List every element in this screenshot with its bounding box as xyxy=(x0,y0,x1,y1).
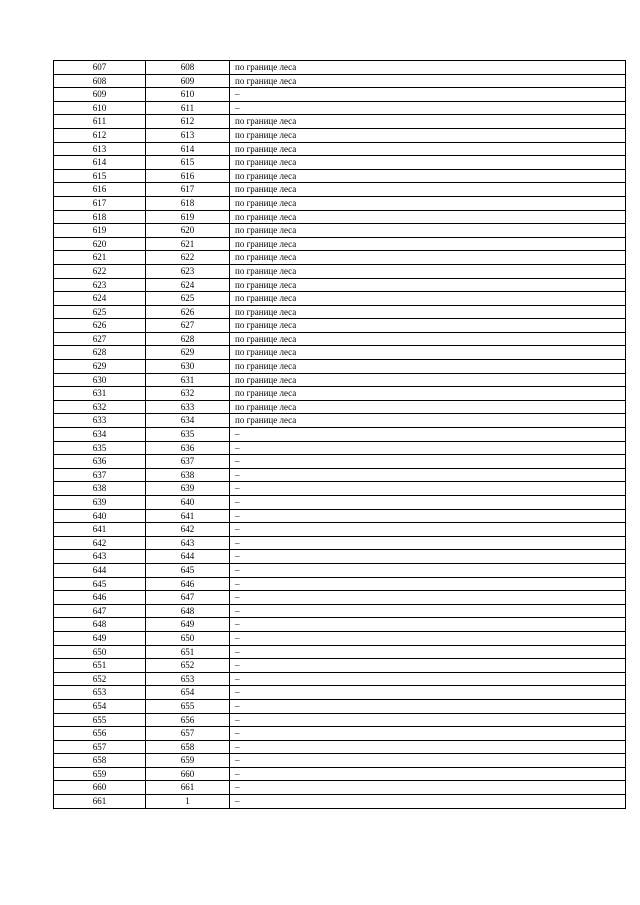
point-to-cell: 655 xyxy=(146,699,230,713)
point-to-cell: 638 xyxy=(146,468,230,482)
point-to-cell: 657 xyxy=(146,727,230,741)
table-row xyxy=(54,292,626,306)
point-to-cell: 637 xyxy=(146,455,230,469)
table-row xyxy=(54,61,626,75)
point-from-cell: 607 xyxy=(54,61,146,75)
description-cell: – xyxy=(230,754,626,768)
point-from-cell: 656 xyxy=(54,727,146,741)
description-cell: по границе леса xyxy=(230,224,626,238)
table-row xyxy=(54,536,626,550)
point-from-cell: 634 xyxy=(54,428,146,442)
point-from-cell: 613 xyxy=(54,142,146,156)
table-row xyxy=(54,591,626,605)
point-from-cell: 654 xyxy=(54,699,146,713)
point-from-cell: 633 xyxy=(54,414,146,428)
point-from-cell: 632 xyxy=(54,400,146,414)
description-cell: по границе леса xyxy=(230,373,626,387)
point-to-cell: 632 xyxy=(146,387,230,401)
description-cell: по границе леса xyxy=(230,346,626,360)
description-cell: по границе леса xyxy=(230,169,626,183)
description-cell: – xyxy=(230,781,626,795)
description-cell: – xyxy=(230,88,626,102)
table-row xyxy=(54,727,626,741)
description-cell: по границе леса xyxy=(230,332,626,346)
description-cell: по границе леса xyxy=(230,115,626,129)
table-row xyxy=(54,523,626,537)
description-cell: по границе леса xyxy=(230,414,626,428)
point-from-cell: 614 xyxy=(54,156,146,170)
description-cell: – xyxy=(230,509,626,523)
description-cell: по границе леса xyxy=(230,156,626,170)
point-from-cell: 630 xyxy=(54,373,146,387)
point-from-cell: 615 xyxy=(54,169,146,183)
point-to-cell: 656 xyxy=(146,713,230,727)
table-row xyxy=(54,373,626,387)
table-row xyxy=(54,781,626,795)
table-row xyxy=(54,332,626,346)
point-from-cell: 651 xyxy=(54,659,146,673)
point-to-cell: 619 xyxy=(146,210,230,224)
description-cell: – xyxy=(230,713,626,727)
description-cell: – xyxy=(230,455,626,469)
description-cell: – xyxy=(230,727,626,741)
point-from-cell: 659 xyxy=(54,767,146,781)
point-from-cell: 639 xyxy=(54,496,146,510)
table-body xyxy=(54,61,626,809)
table-row xyxy=(54,251,626,265)
description-cell: – xyxy=(230,563,626,577)
description-cell: – xyxy=(230,740,626,754)
point-to-cell: 621 xyxy=(146,237,230,251)
description-cell: по границе леса xyxy=(230,360,626,374)
table-row xyxy=(54,455,626,469)
point-from-cell: 635 xyxy=(54,441,146,455)
description-cell: по границе леса xyxy=(230,128,626,142)
description-cell: по границе леса xyxy=(230,142,626,156)
point-to-cell: 630 xyxy=(146,360,230,374)
table-row xyxy=(54,414,626,428)
point-from-cell: 645 xyxy=(54,577,146,591)
description-cell: – xyxy=(230,767,626,781)
point-to-cell: 608 xyxy=(146,61,230,75)
point-from-cell: 660 xyxy=(54,781,146,795)
description-cell: – xyxy=(230,591,626,605)
description-cell: – xyxy=(230,536,626,550)
point-from-cell: 618 xyxy=(54,210,146,224)
table-row xyxy=(54,428,626,442)
description-cell: по границе леса xyxy=(230,196,626,210)
point-to-cell: 646 xyxy=(146,577,230,591)
boundary-points-table xyxy=(53,60,626,809)
table-row xyxy=(54,346,626,360)
point-to-cell: 640 xyxy=(146,496,230,510)
point-from-cell: 631 xyxy=(54,387,146,401)
point-from-cell: 647 xyxy=(54,604,146,618)
description-cell: по границе леса xyxy=(230,183,626,197)
table-row xyxy=(54,264,626,278)
point-to-cell: 654 xyxy=(146,686,230,700)
point-to-cell: 626 xyxy=(146,305,230,319)
description-cell: – xyxy=(230,699,626,713)
description-cell: по границе леса xyxy=(230,264,626,278)
description-cell: – xyxy=(230,482,626,496)
point-from-cell: 658 xyxy=(54,754,146,768)
point-to-cell: 618 xyxy=(146,196,230,210)
table-row xyxy=(54,115,626,129)
point-from-cell: 637 xyxy=(54,468,146,482)
point-to-cell: 639 xyxy=(146,482,230,496)
point-to-cell: 650 xyxy=(146,631,230,645)
point-to-cell: 627 xyxy=(146,319,230,333)
description-cell: по границе леса xyxy=(230,237,626,251)
description-cell: – xyxy=(230,645,626,659)
point-to-cell: 634 xyxy=(146,414,230,428)
point-from-cell: 649 xyxy=(54,631,146,645)
point-to-cell: 641 xyxy=(146,509,230,523)
point-to-cell: 661 xyxy=(146,781,230,795)
table-row xyxy=(54,387,626,401)
point-from-cell: 650 xyxy=(54,645,146,659)
point-from-cell: 655 xyxy=(54,713,146,727)
point-to-cell: 629 xyxy=(146,346,230,360)
point-to-cell: 649 xyxy=(146,618,230,632)
table-row xyxy=(54,88,626,102)
point-from-cell: 616 xyxy=(54,183,146,197)
description-cell: по границе леса xyxy=(230,400,626,414)
description-cell: по границе леса xyxy=(230,305,626,319)
table-row xyxy=(54,237,626,251)
description-cell: – xyxy=(230,604,626,618)
point-from-cell: 619 xyxy=(54,224,146,238)
point-to-cell: 659 xyxy=(146,754,230,768)
point-from-cell: 611 xyxy=(54,115,146,129)
point-to-cell: 635 xyxy=(146,428,230,442)
point-to-cell: 615 xyxy=(146,156,230,170)
point-from-cell: 653 xyxy=(54,686,146,700)
point-to-cell: 616 xyxy=(146,169,230,183)
point-to-cell: 653 xyxy=(146,672,230,686)
point-to-cell: 643 xyxy=(146,536,230,550)
table-row xyxy=(54,604,626,618)
description-cell: по границе леса xyxy=(230,61,626,75)
point-to-cell: 625 xyxy=(146,292,230,306)
point-from-cell: 627 xyxy=(54,332,146,346)
table-row xyxy=(54,795,626,809)
point-to-cell: 617 xyxy=(146,183,230,197)
description-cell: по границе леса xyxy=(230,74,626,88)
table-row xyxy=(54,496,626,510)
point-to-cell: 651 xyxy=(146,645,230,659)
point-from-cell: 652 xyxy=(54,672,146,686)
point-to-cell: 660 xyxy=(146,767,230,781)
description-cell: – xyxy=(230,468,626,482)
table-row xyxy=(54,278,626,292)
description-cell: – xyxy=(230,659,626,673)
description-cell: – xyxy=(230,441,626,455)
point-from-cell: 608 xyxy=(54,74,146,88)
table-row xyxy=(54,169,626,183)
description-cell: – xyxy=(230,496,626,510)
point-to-cell: 647 xyxy=(146,591,230,605)
description-cell: – xyxy=(230,577,626,591)
point-from-cell: 620 xyxy=(54,237,146,251)
table-row xyxy=(54,754,626,768)
point-to-cell: 614 xyxy=(146,142,230,156)
point-to-cell: 628 xyxy=(146,332,230,346)
point-from-cell: 626 xyxy=(54,319,146,333)
description-cell: – xyxy=(230,101,626,115)
point-to-cell: 612 xyxy=(146,115,230,129)
table-row xyxy=(54,305,626,319)
table-row xyxy=(54,183,626,197)
table-row xyxy=(54,686,626,700)
table-row xyxy=(54,618,626,632)
point-from-cell: 643 xyxy=(54,550,146,564)
point-from-cell: 624 xyxy=(54,292,146,306)
table-row xyxy=(54,74,626,88)
point-from-cell: 661 xyxy=(54,795,146,809)
description-cell: – xyxy=(230,428,626,442)
point-to-cell: 648 xyxy=(146,604,230,618)
description-cell: – xyxy=(230,795,626,809)
point-to-cell: 620 xyxy=(146,224,230,238)
point-from-cell: 609 xyxy=(54,88,146,102)
table-row xyxy=(54,550,626,564)
table-row xyxy=(54,577,626,591)
point-to-cell: 624 xyxy=(146,278,230,292)
table-row xyxy=(54,767,626,781)
point-from-cell: 657 xyxy=(54,740,146,754)
point-from-cell: 636 xyxy=(54,455,146,469)
table-row xyxy=(54,210,626,224)
table-row xyxy=(54,156,626,170)
point-from-cell: 641 xyxy=(54,523,146,537)
table-row xyxy=(54,659,626,673)
point-to-cell: 645 xyxy=(146,563,230,577)
description-cell: по границе леса xyxy=(230,292,626,306)
point-from-cell: 642 xyxy=(54,536,146,550)
description-cell: – xyxy=(230,631,626,645)
point-to-cell: 609 xyxy=(146,74,230,88)
description-cell: – xyxy=(230,686,626,700)
point-to-cell: 610 xyxy=(146,88,230,102)
point-to-cell: 633 xyxy=(146,400,230,414)
description-cell: – xyxy=(230,618,626,632)
point-to-cell: 623 xyxy=(146,264,230,278)
table-row xyxy=(54,509,626,523)
point-from-cell: 621 xyxy=(54,251,146,265)
point-from-cell: 617 xyxy=(54,196,146,210)
description-cell: – xyxy=(230,672,626,686)
table-row xyxy=(54,713,626,727)
point-from-cell: 622 xyxy=(54,264,146,278)
point-to-cell: 658 xyxy=(146,740,230,754)
description-cell: по границе леса xyxy=(230,251,626,265)
table-row xyxy=(54,196,626,210)
description-cell: – xyxy=(230,550,626,564)
description-cell: по границе леса xyxy=(230,278,626,292)
description-cell: – xyxy=(230,523,626,537)
point-from-cell: 629 xyxy=(54,360,146,374)
point-to-cell: 652 xyxy=(146,659,230,673)
point-from-cell: 612 xyxy=(54,128,146,142)
description-cell: по границе леса xyxy=(230,387,626,401)
point-to-cell: 631 xyxy=(146,373,230,387)
table-row xyxy=(54,441,626,455)
point-to-cell: 611 xyxy=(146,101,230,115)
table-row xyxy=(54,482,626,496)
table-row xyxy=(54,142,626,156)
point-from-cell: 646 xyxy=(54,591,146,605)
table-row xyxy=(54,224,626,238)
point-to-cell: 613 xyxy=(146,128,230,142)
table-row xyxy=(54,631,626,645)
table-row xyxy=(54,672,626,686)
table-row xyxy=(54,468,626,482)
point-from-cell: 648 xyxy=(54,618,146,632)
point-to-cell: 642 xyxy=(146,523,230,537)
point-to-cell: 636 xyxy=(146,441,230,455)
point-from-cell: 610 xyxy=(54,101,146,115)
table-row xyxy=(54,128,626,142)
description-cell: по границе леса xyxy=(230,319,626,333)
description-cell: по границе леса xyxy=(230,210,626,224)
table-row xyxy=(54,360,626,374)
point-from-cell: 640 xyxy=(54,509,146,523)
point-from-cell: 625 xyxy=(54,305,146,319)
point-to-cell: 622 xyxy=(146,251,230,265)
table-row xyxy=(54,699,626,713)
point-from-cell: 644 xyxy=(54,563,146,577)
point-from-cell: 623 xyxy=(54,278,146,292)
point-to-cell: 644 xyxy=(146,550,230,564)
table-row xyxy=(54,645,626,659)
table-row xyxy=(54,101,626,115)
table-row xyxy=(54,400,626,414)
table-row xyxy=(54,740,626,754)
table-row xyxy=(54,319,626,333)
point-to-cell: 1 xyxy=(146,795,230,809)
point-from-cell: 638 xyxy=(54,482,146,496)
table-row xyxy=(54,563,626,577)
point-from-cell: 628 xyxy=(54,346,146,360)
